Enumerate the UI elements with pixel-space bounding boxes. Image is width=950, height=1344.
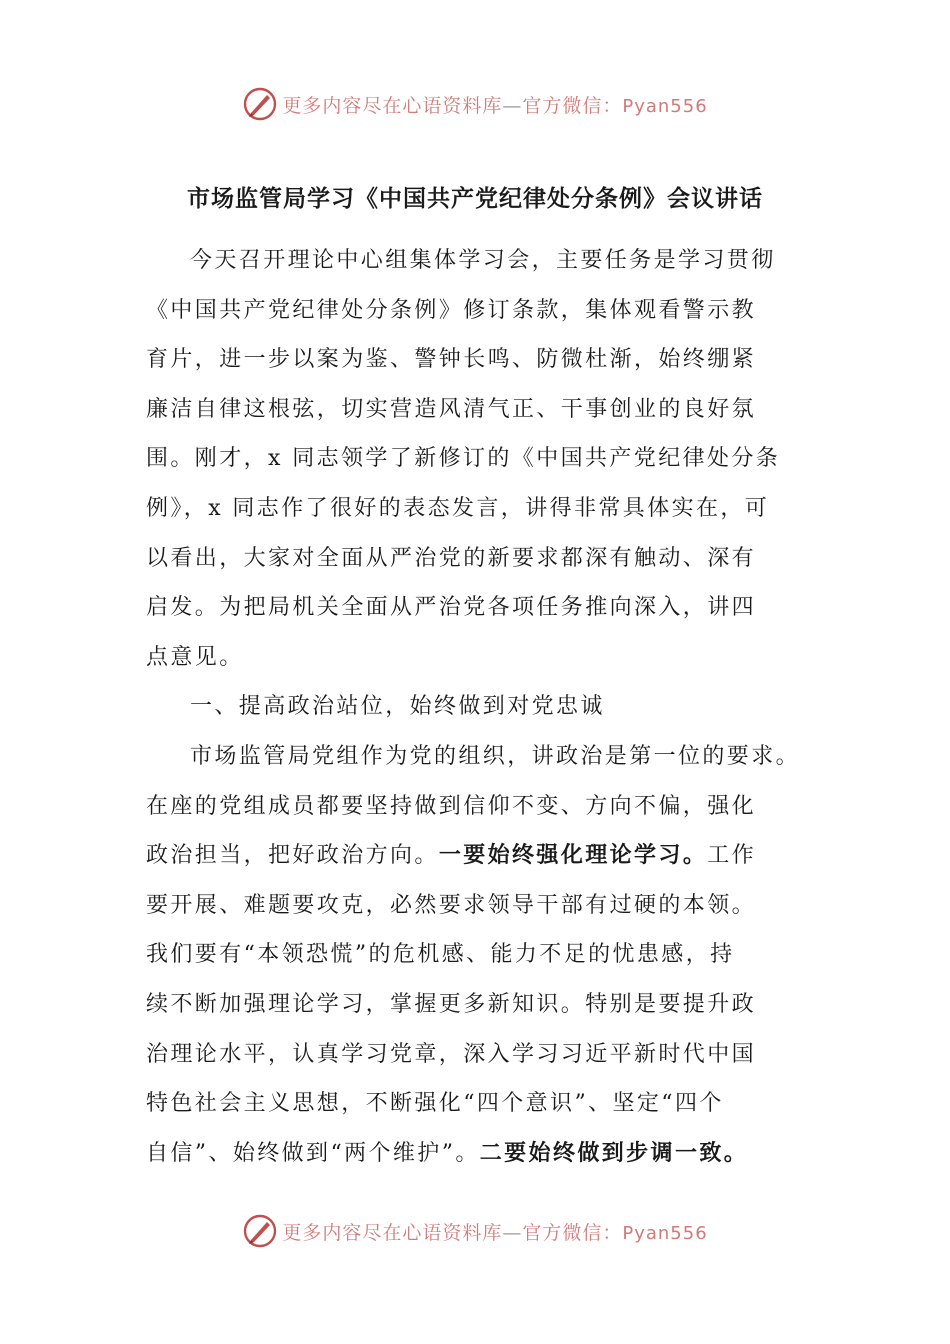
paragraph-line: 廉洁自律这根弦，切实营造风清气正、干事创业的良好氛 <box>146 396 757 422</box>
line-text: 政治担当，把好政治方向。 <box>146 843 439 869</box>
bold-point-heading: 一要始终强化理论学习。 <box>438 842 708 869</box>
pen-logo-icon <box>242 1213 278 1249</box>
watermark-header <box>0 84 950 124</box>
paragraph-line: 《中国共产党纪律处分条例》修订条款，集体观看警示教 <box>146 297 757 323</box>
line-text: 工作 <box>707 843 757 869</box>
line-text: 自信”、始终做到“两个维护”。 <box>146 1140 480 1166</box>
paragraph-line: 在座的党组成员都要坚持做到信仰不变、方向不偏，强化 <box>146 793 757 819</box>
section-heading: 一、提高政治站位，始终做到对党忠诚 <box>190 694 605 720</box>
paragraph-line: 续不断加强理论学习，掌握更多新知识。特别是要提升政 <box>146 991 757 1017</box>
paragraph-line: 要开展、难题要攻克，必然要求领导干部有过硬的本领。 <box>146 892 757 918</box>
paragraph-line <box>146 831 826 881</box>
bold-point-heading: 二要始终做到步调一致。 <box>479 1139 749 1166</box>
paragraph-line: 特色社会主义思想，不断强化“四个意识”、坚定“四个 <box>146 1091 724 1117</box>
paragraph-line: 育片，进一步以案为鉴、警钟长鸣、防微杜渐，始终绷紧 <box>146 347 757 373</box>
watermark-footer <box>0 1211 950 1251</box>
document-body <box>146 236 826 1178</box>
paragraph-line: 以看出，大家对全面从严治党的新要求都深有触动、深有 <box>146 545 757 571</box>
paragraph-line: 例》，x 同志作了很好的表态发言，讲得非常具体实在，可 <box>146 495 770 521</box>
paragraph-line: 点意见。 <box>146 644 244 670</box>
paragraph-line: 围。刚才，x 同志领学了新修订的《中国共产党纪律处分条 <box>146 446 781 472</box>
paragraph-line <box>146 1129 826 1179</box>
paragraph-line: 我们要有“本领恐慌”的危机感、能力不足的忧患感，持 <box>146 942 735 968</box>
paragraph-line: 启发。为把局机关全面从严治党各项任务推向深入，讲四 <box>146 595 757 621</box>
document-title: 市场监管局学习《中国共产党纪律处分条例》会议讲话 <box>187 185 763 212</box>
paragraph-line: 治理论水平，认真学习党章，深入学习习近平新时代中国 <box>146 1041 757 1067</box>
pen-logo-icon <box>242 86 278 122</box>
watermark-text: 更多内容尽在心语资料库—官方微信：Pyan556 <box>282 1221 708 1244</box>
paragraph-line: 市场监管局党组作为党的组织，讲政治是第一位的要求。 <box>190 743 801 769</box>
paragraph-line: 今天召开理论中心组集体学习会，主要任务是学习贯彻 <box>190 248 776 273</box>
watermark-text: 更多内容尽在心语资料库—官方微信：Pyan556 <box>282 94 708 117</box>
